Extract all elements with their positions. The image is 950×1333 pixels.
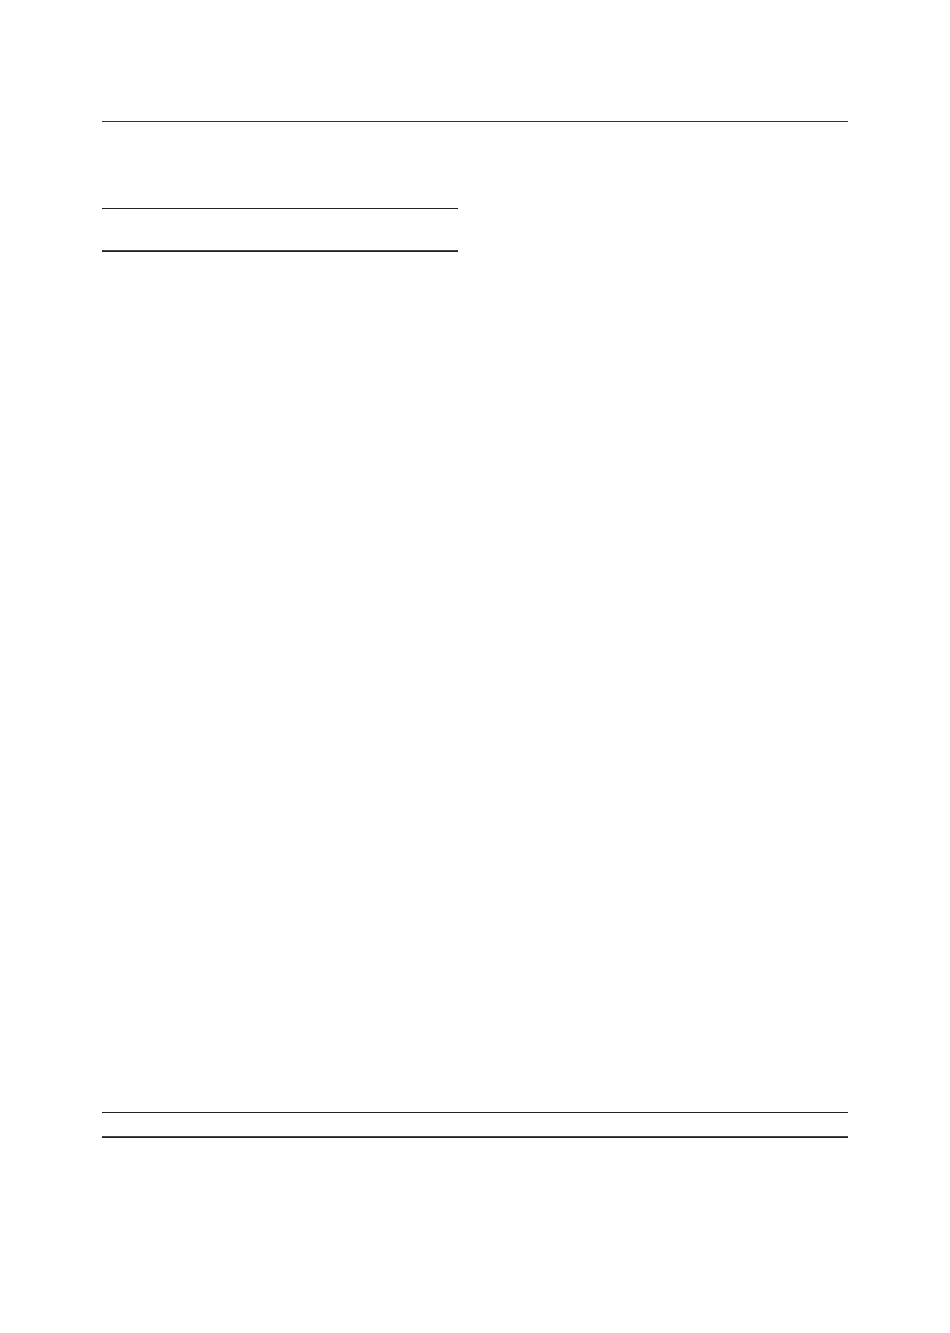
table2 (102, 1112, 848, 1138)
header-rule (102, 121, 848, 122)
table2-header-row (102, 1113, 848, 1137)
roc-chart (505, 216, 845, 476)
table1 (102, 208, 458, 252)
table1-header-row (102, 209, 458, 251)
